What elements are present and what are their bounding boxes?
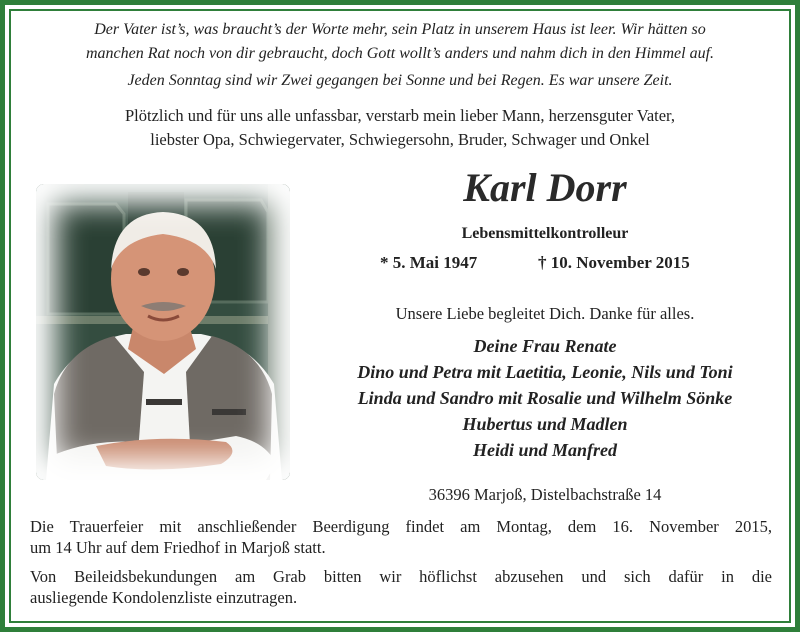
- condolence-line-2: ausliegende Kondolenzliste einzutragen.: [30, 588, 298, 607]
- announcement-line-1: Plötzlich und für uns alle unfassbar, verstarb mein lieber Mann, herzensguter Vater,: [124, 106, 676, 125]
- mourner-line-2: Dino und Petra mit Laetitia, Leonie, Nils und Toni: [357, 362, 733, 382]
- dedication: Unsere Liebe begleitet Dich. Danke für alles.: [395, 304, 695, 323]
- mourner-line-3: Linda und Sandro mit Rosalie und Wilhelm Sönke: [357, 388, 733, 408]
- mourner-line-4: Hubertus und Madlen: [462, 414, 628, 434]
- quote-line-3: Jeden Sonntag sind wir Zwei gegangen bei Sonne und bei Regen. Es war unsere Zeit.: [127, 72, 673, 89]
- deceased-name: Karl Dorr: [463, 165, 627, 210]
- quote-line-1: Der Vater ist’s, was braucht’s der Worte mehr, sein Platz in unserem Haus ist leer. Wir hätten so: [94, 21, 706, 38]
- death-date: † 10. November 2015: [538, 253, 690, 272]
- portrait-photo: [36, 184, 290, 480]
- condolence-line-1: Von Beileidsbekundungen am Grab bitten wir höflichst abzusehen und sich dafür in die: [30, 567, 772, 586]
- address: 36396 Marjoß, Distelbachstraße 14: [428, 485, 662, 504]
- occupation: Lebensmittelkontrolleur: [461, 225, 629, 242]
- birth-date: * 5. Mai 1947: [380, 253, 478, 272]
- portrait-illustration: [36, 184, 290, 480]
- mourner-line-5: Heidi und Manfred: [472, 440, 618, 460]
- mourner-line-1: Deine Frau Renate: [473, 336, 617, 356]
- funeral-line-1: Die Trauerfeier mit anschließender Beerdigung findet am Montag, dem 16. November 2015,: [30, 517, 772, 536]
- quote-line-2: manchen Rat noch von dir gebraucht, doch Gott wollt’s anders und nahm dich in den Himmel auf.: [85, 45, 715, 62]
- announcement-line-2: liebster Opa, Schwiegervater, Schwiegersohn, Bruder, Schwager und Onkel: [150, 130, 650, 149]
- funeral-line-2: um 14 Uhr auf dem Friedhof in Marjoß statt.: [30, 538, 326, 557]
